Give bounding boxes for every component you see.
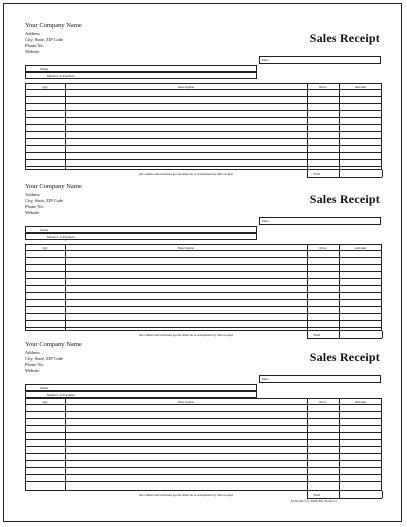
company-address: Address: [25, 350, 40, 355]
name-label: Name: [40, 385, 49, 390]
table-divider: [382, 491, 383, 498]
col-price-header: Price: [319, 84, 327, 89]
table-row[interactable]: [25, 264, 382, 265]
table-row[interactable]: [25, 257, 382, 258]
table-row[interactable]: [25, 425, 382, 426]
total-field[interactable]: [307, 177, 382, 178]
company-address: Address: [25, 31, 40, 36]
date-field[interactable]: [259, 217, 381, 225]
receipt-title: Sales Receipt: [309, 350, 380, 364]
claims-note: All claims and returned goods must be accompanied by this receipt: [138, 493, 234, 497]
table-row[interactable]: [25, 439, 382, 440]
table-row[interactable]: [25, 124, 382, 125]
payment-method-label: Method of Payment: [47, 392, 75, 397]
col-description-header: Description: [177, 245, 195, 250]
name-field[interactable]: [25, 65, 257, 72]
table-row[interactable]: [25, 96, 382, 97]
table-row[interactable]: [25, 474, 382, 475]
company-city-state-zip: City, State, ZIP Code: [25, 37, 64, 42]
table-row[interactable]: [25, 446, 382, 447]
receipt-2: [22, 183, 382, 343]
col-amount-header: Amount: [354, 84, 367, 89]
company-website: Website: [25, 49, 40, 54]
table-row[interactable]: [25, 250, 382, 251]
table-divider: [307, 398, 308, 498]
table-row[interactable]: [25, 467, 382, 468]
table-row[interactable]: [25, 166, 382, 167]
table-row[interactable]: [25, 278, 382, 279]
table-row[interactable]: [25, 320, 382, 321]
company-phone: Phone No.: [25, 43, 44, 48]
total-label: Total: [313, 333, 321, 337]
receipt-1: [22, 22, 382, 182]
name-field[interactable]: [25, 384, 257, 391]
receipt-3: [22, 341, 382, 505]
table-divider: [339, 244, 340, 338]
date-label: Date: [262, 58, 269, 62]
receipt-title: Sales Receipt: [309, 192, 380, 206]
col-description-header: Description: [177, 399, 195, 404]
col-qty-header: Qty: [42, 399, 48, 404]
form-copyright: Form 40-1-G 2006 The Form Co.: [291, 498, 338, 503]
table-row[interactable]: [25, 460, 382, 461]
company-name: Your Company Name: [25, 341, 82, 348]
company-website: Website: [25, 368, 40, 373]
table-divider: [382, 331, 383, 338]
payment-method-label: Method of Payment: [47, 234, 75, 239]
receipt-title: Sales Receipt: [309, 31, 380, 45]
table-row[interactable]: [25, 103, 382, 104]
table-row[interactable]: [25, 285, 382, 286]
table-row[interactable]: [25, 145, 382, 146]
total-label: Total: [313, 172, 321, 176]
col-price-header: Price: [319, 245, 327, 250]
table-row[interactable]: [25, 152, 382, 153]
table-divider: [339, 83, 340, 177]
table-row[interactable]: [25, 418, 382, 419]
company-name: Your Company Name: [25, 183, 82, 190]
table-row[interactable]: [25, 313, 382, 314]
table-row[interactable]: [25, 481, 382, 482]
col-qty-header: Qty: [42, 84, 48, 89]
table-row[interactable]: [25, 89, 382, 90]
table-row[interactable]: [25, 306, 382, 307]
table-divider: [382, 170, 383, 177]
table-row[interactable]: [25, 292, 382, 293]
col-price-header: Price: [319, 399, 327, 404]
table-row[interactable]: [25, 159, 382, 160]
col-amount-header: Amount: [354, 399, 367, 404]
table-row[interactable]: [25, 131, 382, 132]
table-row[interactable]: [25, 404, 382, 405]
date-label: Date: [262, 219, 269, 223]
table-divider: [339, 398, 340, 498]
table-row[interactable]: [25, 138, 382, 139]
name-field[interactable]: [25, 226, 257, 233]
company-name: Your Company Name: [25, 22, 82, 29]
company-city-state-zip: City, State, ZIP Code: [25, 356, 64, 361]
table-row[interactable]: [25, 432, 382, 433]
claims-note: All claims and returned goods must be accompanied by this receipt: [138, 172, 234, 176]
table-divider: [307, 244, 308, 338]
name-label: Name: [40, 227, 49, 232]
col-qty-header: Qty: [42, 245, 48, 250]
table-row[interactable]: [25, 110, 382, 111]
company-phone: Phone No.: [25, 204, 44, 209]
table-row[interactable]: [25, 411, 382, 412]
total-label: Total: [313, 493, 321, 497]
table-row[interactable]: [25, 453, 382, 454]
date-field[interactable]: [259, 375, 381, 383]
date-label: Date: [262, 377, 269, 381]
table-divider: [307, 83, 308, 177]
table-row[interactable]: [25, 271, 382, 272]
col-description-header: Description: [177, 84, 195, 89]
claims-note: All claims and returned goods must be accompanied by this receipt: [138, 333, 234, 337]
total-field[interactable]: [307, 338, 382, 339]
company-website: Website: [25, 210, 40, 215]
company-phone: Phone No.: [25, 362, 44, 367]
payment-method-label: Method of Payment: [47, 73, 75, 78]
col-amount-header: Amount: [354, 245, 367, 250]
company-address: Address: [25, 192, 40, 197]
table-row[interactable]: [25, 117, 382, 118]
table-row[interactable]: [25, 299, 382, 300]
table-row[interactable]: [25, 327, 382, 328]
date-field[interactable]: [259, 56, 381, 64]
name-label: Name: [40, 66, 49, 71]
company-city-state-zip: City, State, ZIP Code: [25, 198, 64, 203]
